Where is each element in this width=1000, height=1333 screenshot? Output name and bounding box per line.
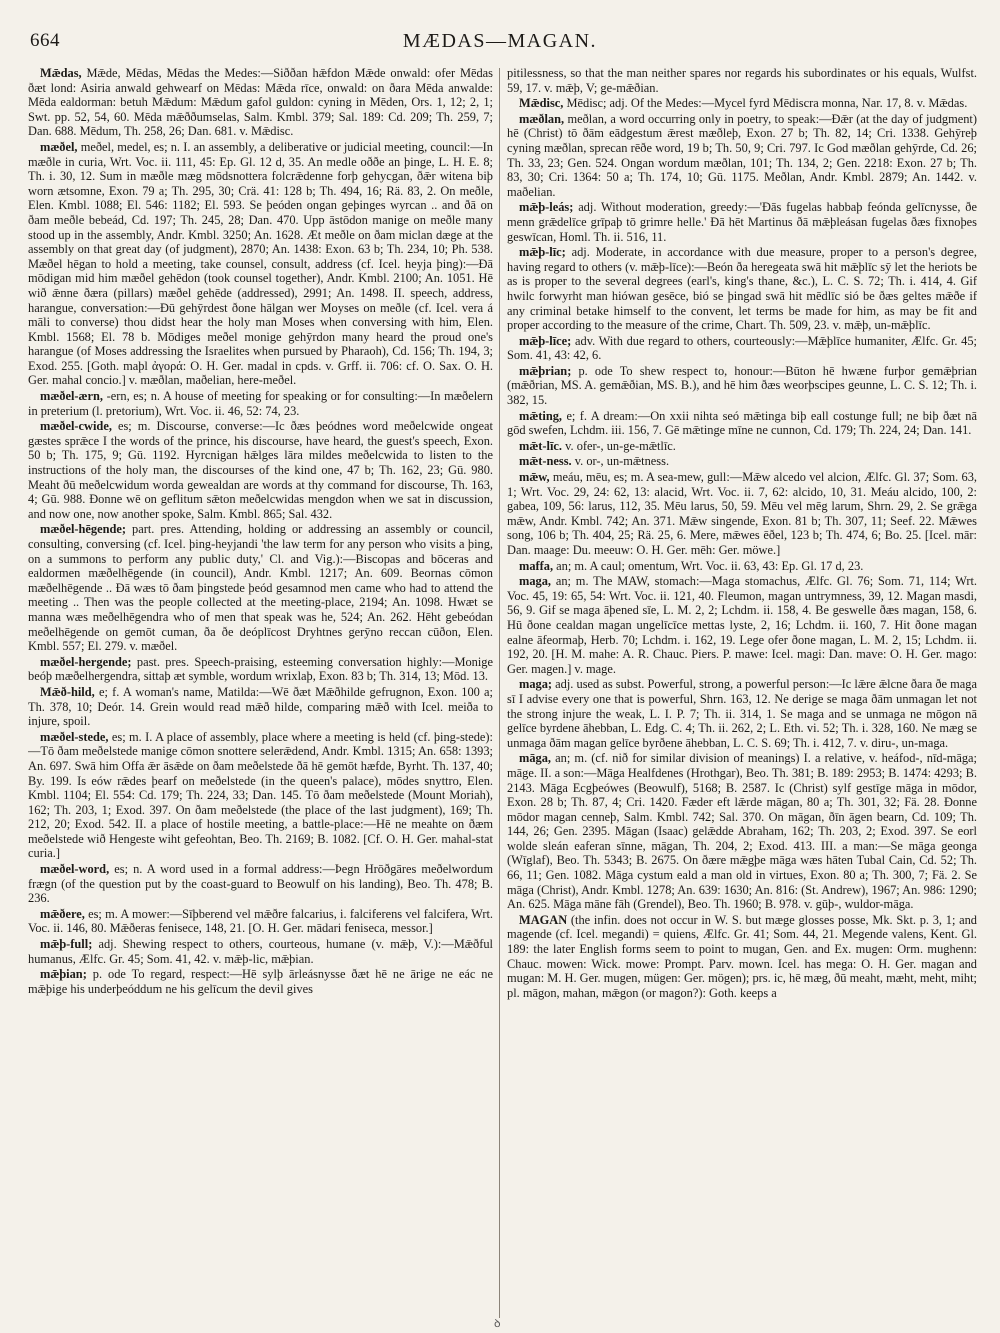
entry-headword: MAGAN	[519, 912, 568, 927]
dictionary-entry	[507, 66, 977, 95]
entry-headword: Mǣdisc,	[519, 96, 564, 111]
column-divider	[499, 68, 500, 1318]
entry-text: adj. used as subst. Powerful, strong, a powerful person:—Ic lǣre ǣlcne ðara ðe maga sī I advise every one that is powerful, Shrn. 163, 12. Ne derige se maga ðām unmagan let not the strong injure the weak, L. I. P. 7; Th. ii. 314, 1. Se maga and se unmaga ne mōgon nā gelīce byrdene āhebban, L. Edg. C. 4; Th. ii. 262, 2; L. Eth. vi. 52; Th. i. 328, 160. Ne mæg se unmaga ðām magan gelīce byrðene āhebban, L. C. S. 69; Th. i. 412, 7. v. diru-, un-maga.	[507, 677, 977, 750]
entry-text: es; m. I. A place of assembly, place where a meeting is held (cf. þing-stede):—Tō ðam meðelstede manige cōmon snottere selerǣdend, Andr. Kmbl. 1315; An. 658: 1393; An. 697. Swā him Offa ǣr āsǣde on ðam meðelstede ðā hē gemōt hæfde, Byrht. Th. 137, 40; By. 199. Is eów rǣdes þearf on meðelstede (in the queen's palace), mōdes snyttro, Elen. Kmbl. 1104; El. 554: Cd. 179; Th. 224, 33; Dan. 145. Tō ðam meðelstede (Mount Moriah), 162; Th. 203, 1; Exod. 397. On ðam meðelstede (the place of the last judgment), 169; Th. 212, 20; Exod. 542. II. a place of hostile meeting, a battle-place:—Hē ne meahte on ðæm meðelstede wið Hengeste wiht gefeohtan, Beo. Th. 2169; B. 1082. [Cf. O. H. Ger. mahal-stat curia.]	[28, 729, 493, 861]
entry-text: e; f. A dream:—On xxii nihta seó mǣtinga biþ eall costunge full; ne biþ ðæt nā gōd swefen, Lchdm. iii. 156, 7. Gē mǣtinge mīne ne cunnon, Cd. 179; Th. 224, 24; Dan. 141.	[507, 408, 977, 438]
dictionary-entry	[28, 862, 493, 906]
entry-headword: mæðel-stede,	[40, 729, 109, 744]
dictionary-entry	[28, 66, 493, 139]
entry-text: Mēdisc; adj. Of the Medes:—Mycel fyrd Mēdiscra monna, Nar. 17, 8. v. Mǣdas.	[566, 96, 968, 111]
entry-text: pitilessness, so that the man neither spares nor regards his subordinates or his equals, Wulfst. 59, 17. v. mǣþ, V; ge-mǣðian.	[507, 66, 977, 95]
left-column	[28, 66, 493, 1321]
dictionary-entry	[28, 685, 493, 729]
dictionary-entry	[28, 655, 493, 684]
dictionary-entry	[507, 751, 977, 912]
entry-headword: mæðel-cwide,	[40, 419, 112, 434]
dictionary-entry	[507, 364, 977, 408]
entry-text: p. ode To regard, respect:—Hē sylþ ārleásnysse ðæt hē ne ārige ne eác ne mǣþige his underþeóddum ne his gelīcum the devil gives	[28, 967, 493, 996]
dictionary-entry	[507, 574, 977, 676]
entry-headword: mǣþian;	[40, 967, 87, 982]
entry-headword: mæðel,	[40, 139, 78, 154]
entry-headword: mǣðere,	[40, 906, 85, 921]
dictionary-entry	[28, 522, 493, 653]
entry-headword: maga;	[519, 677, 553, 692]
dictionary-entry	[28, 140, 493, 388]
entry-headword: maffa,	[519, 558, 554, 573]
entry-headword: mǣþ-līce;	[519, 333, 572, 348]
entry-headword: mæðel-word,	[40, 862, 110, 877]
dictionary-entry	[28, 419, 493, 521]
dictionary-entry	[28, 907, 493, 936]
dictionary-entry	[507, 200, 977, 244]
entry-text: (the infin. does not occur in W. S. but mæge glosses posse, Mk. Skt. p. 3, 1; and magende (cf. Icel. megandi) = quiens, Ælfc. Gr. 41; Som. 44, 21. Megende valens, Kent. Gl. 189: the later English forms seem to point to mugan, Gen. and Ex. mugen: Orm. mughenn: Chauc. mowen: Wick. mowe: Prompt. Parv. mown. Icel. has mega: O. H. Ger. magan and mugan: M. H. Ger. mugen, mügen: Ger. mögen); prs. ic, hē mæg, ðū meaht, mæht, meht, miht; pl. māgon, mahan, mǣgon (or magon?): Goth. keeps a	[507, 912, 977, 1000]
entry-headword: mǣt-līc.	[519, 438, 563, 453]
entry-headword: mǣw,	[519, 470, 550, 485]
entry-headword: maga,	[519, 574, 552, 589]
entry-headword: mæðel-hergende;	[40, 654, 132, 669]
entry-text: meðel, medel, es; n. I. an assembly, a deliberative or judicial meeting, council:—In mæðle in curia, Wrt. Voc. ii. 111, 45: Ep. Gl. 12 d, 35. An medle oððe an þinge, L. H. E. 8; Th. i. 30, 12. Sum in mæðle mæg mōdsnottera folcrǣdenne forþ gehycgan, ðǣr witena biþ worn ætsomne, Exon. 79 a; Th. 295, 30; Crä. 41: 128 b; Th. 494, 16; Rä. 83, 2. On meðle, Elen. Kmbl. 1088; El. 546: 1182; El. 593. Se þeóden ongan geþinges wyrcan .. and ðā on ðam meðle bebeád, Cd. 197; Th. 245, 28; Dan. 470. Upp āstōdon manige on meðle many stood up in the assembly, Andr. Kmbl. 3250; An. 1628. Æt meðle on ðam miclan dæge at the assembly on that great day (of judgment), 2870; An. 1438: Exon. 63 b; Th. 234, 10; Ph. 538. Mæðel hēgan to hold a meeting, take counsel, consult, address (cf. Icel. heyja þing):—Ðā mōdigan mid him mæðel gehēdon (took counsel together), Andr. Kmbl. 2100; An. 1051. Hē wið ǣnne ðæra (pillars) mæðel gehēde (addressed), 2991; An. 1498. II. speech, address, harangue, conversation:—Ðū gehȳrdest ðone hālgan wer Moyses on meðle (cf. Icel. vera á māli to converse) thou didst hear the holy man Moses when conversing with him, Elen. Kmbl. 1568; El. 78 b. Mōdiges meðel monige gehȳrdon many heard the proud one's harangue (of Moses addressing the Israelites when pursued by Pharaoh), Cd. 156; Th. 194, 3; Exod. 255. [Goth. maþl ἀγορά: O. H. Ger. madal in cpds. v. Grff. ii. 706: cf. O. Sax. O. H. Ger. mahal concio.] v. mæðlan, maðelian, here-meðel.	[28, 139, 493, 388]
entry-text: Mǣde, Mēdas, Mēdas the Medes:—Siððan hǣfdon Mǣde onwald: ofer Mēdas ðæt lond: Asiria anwald gehwearf on Mēdas: Mǣda rīce, onwald: on ðara Mēda anwalde: Mēda ealdorman: betuh Mǣdum: Mǣdum gafol guldon: cyning in Mēden, Ors. 1, 12; 2, 1; Swt. pp. 52, 54, 60. Mēda mǣððumselas, Salm. Kmbl. 379; Sal. 189: Cd. 209; Th. 259, 7; Dan. 688. Mēdum, Th. 258, 26; Dan. 681. v. Mǣdisc.	[28, 66, 493, 139]
dictionary-entry	[507, 245, 977, 333]
entry-text: p. ode To shew respect to, honour:—Būton hē hwæne furþor gemǣþrian (mǣðrian, MS. A. gemǣðian, MS. B.), and hē him ðæs weorþscipes geunne, L. C. S. 12; Th. i. 382, 15.	[507, 363, 977, 408]
page-header	[30, 30, 970, 60]
entry-headword: mǣt-ness.	[519, 454, 572, 469]
entry-text: an; m. A caul; omentum, Wrt. Voc. ii. 63, 43: Ep. Gl. 17 d, 23.	[556, 558, 864, 573]
dictionary-entry	[507, 439, 977, 454]
entry-text: meðlan, a word occurring only in poetry, to speak:—Ðǣr (at the day of judgment) hē (Christ) tō ðām eādgestum ǣrest mæðleþ, Exon. 27 b; Th. 82, 14; Cri. 1338. Gehȳreþ cyning mæðlan, sprecan rēðe word, 19 b; Th. 50, 9; Cri. 797. Ic God mæðlan gehȳrde, Cd. 26; Th. 33, 23; Gen. 524. Ongan wordum mæðlan, 101; Th. 134, 2; Gen. 2218: Exon. 27 b; Th. 83, 30; Cri. 1364: 50 a; Th. 174, 10; Gū. 1175. Meðlan, Andr. Kmbl. 2879; An. 1442. v. maðelian.	[507, 111, 977, 199]
entry-text: es; m. Discourse, converse:—Ic ðæs þeódnes word meðelcwide ongeat gæstes sprǣce I the words of the prince, his discourse, have heard, the guest's speech, Exon. 50 b; Th. 175, 9; Gū. 1192. Hyrcnigan hǣlges lāra mildes meðelcwida to listen to the instructions of the holy man, the discourses of the kind one, 47 b; Th. 162, 23; Gū. 980. Meaht ðū meðelcwidum worda gewealdan are words at thy command for discourse, Th. 163, 4; Gū. 988. Ðonne wē on geflitum sǣton meðelcwidas mengdon when we sat in discussion, and now one, now another spoke, Salm. Kmbl. 865; Sal. 432.	[28, 419, 493, 521]
running-title: MÆDAS—MAGAN.	[402, 30, 598, 52]
dictionary-entry	[28, 389, 493, 418]
entry-headword: mæðel-ærn,	[40, 389, 103, 404]
entry-text: meáu, mēu, es; m. A sea-mew, gull:—Mǣw alcedo vel alcion, Ælfc. Gl. 37; Som. 63, 1; Wrt. Voc. 29, 24: 62, 13: alacid, Wrt. Voc. ii. 7, 62: alcido, 10, 31. Meáu alcido, 100, 2: gabea, 109, 56: larus, 112, 35. Mēu larus, 50, 59. Mēu vel mēg larum, Shrn. 29, 2. Se grǣga mǣw, Andr. Kmbl. 742; An. 371. Mǣw singende, Exon. 81 b; Th. 307, 11; Seef. 22. Mǣwes song, 106 b; Th. 404, 25; Rä. 25, 6. Mere, mǣwes ēðel, 123 b; Th. 474, 6; Bo. 25. [Icel. mār: Dan. maage: Du. meeuw: O. H. Ger. mēh: Ger. möwe.]	[507, 470, 977, 557]
entry-headword: mǣþ-līc;	[519, 245, 566, 260]
entry-text: adj. Moderate, in accordance with due measure, proper to a person's degree, having regard to others (v. mǣþ-līce):—Beón ða heregeata swā hit mǣþlīc sȳ let the heriots be as is proper to the several degrees (earl's, king's thane, &c.), L. C. S. 72; Th. i. 414, 4. Gif hwilc forwyrht man hiówan gesēce, bió se þingad swā hit mēdlīc sió be ðæs geltes mǣðe if any criminal betake himself to the convent, let terms be made for him, as may be fit and proper according to the measure of the crime, Chart. Th. 509, 23. v. mǣþ, un-mǣþlīc.	[507, 245, 977, 333]
entry-text: adj. Shewing respect to others, courteous, humane (v. mǣþ, V.):—Mǣðful humanus, Ælfc. Gr. 45; Som. 41, 42. v. mǣþ-lic, mǣþian.	[28, 937, 493, 966]
dictionary-entry	[507, 454, 977, 469]
entry-headword: mǣþ-leás;	[519, 200, 574, 215]
dictionary-entry	[28, 937, 493, 966]
dictionary-entry	[507, 96, 977, 111]
entry-text: an; m. The MAW, stomach:—Maga stomachus, Ælfc. Gl. 76; Som. 71, 114; Wrt. Voc. 45, 19: 65, 54: Wrt. Voc. ii. 121, 40. Fleumon, magan untrymness, 39, 12. Magan masdi, 56, 9. Gif se maga āþened sīe, L. M. 2, 2; Lchdm. ii. 158, 4. Be geswelle ðæs magan, 158, 6. Hū ðone cealdan magan ungelīcīce mettas lyste, 2, 16; Lchdm. ii. 160, 7. Hit ðone magan ealne āfeormaþ, Herb. 70; Lchdm. i. 162, 19. Lege ofer ðone magan, L. M. 2, 15; Lchdm. ii. 192, 20. [H. M. mahe: A. R. Chauc. Piers. P. mawe: Icel. magi: Dan. mave: O. H. Ger. mago: Ger. magen.] v. mage.	[507, 574, 977, 676]
entry-text: v. ofer-, un-ge-mǣtlīc.	[565, 438, 676, 453]
entry-headword: mæðel-hēgende;	[40, 522, 127, 537]
entry-text: past. pres. Speech-praising, esteeming conversation highly:—Monige beóþ mæðelhergendra, sittaþ æt symble, wordum wrixlaþ, Exon. 83 b; Th. 314, 13; Mōd. 13.	[28, 654, 493, 684]
entry-text: e; f. A woman's name, Matilda:—Wē ðæt Mǣðhilde gefrugnon, Exon. 100 a; Th. 378, 10; Deór. 14. Grein would read mǣð hilde, comparing mǣð with Icel. meiða to injure, spoil.	[28, 684, 493, 729]
entry-text: adv. With due regard to others, courteously:—Mǣþlīce humaniter, Ælfc. Gr. 45; Som. 41, 43: 42, 6.	[507, 333, 977, 363]
dictionary-entry	[28, 730, 493, 861]
dictionary-entry	[28, 967, 493, 996]
entry-headword: Mǣð-hild,	[40, 684, 95, 699]
dictionary-entry	[507, 677, 977, 750]
dictionary-entry	[507, 559, 977, 574]
page-number: 664	[30, 30, 60, 51]
footer-mark: ꝺ	[494, 1318, 501, 1330]
dictionary-entry	[507, 112, 977, 200]
entry-text: -ern, es; n. A house of meeting for speaking or for consulting:—In mæðelern in preterium (l. pretorium), Wrt. Voc. ii. 46, 52: 74, 23.	[28, 389, 493, 418]
dictionary-entry	[507, 470, 977, 558]
entry-headword: mǣþrian;	[519, 363, 572, 378]
dictionary-entry	[507, 409, 977, 438]
entry-text: es; m. A mower:—Sīþberend vel mǣðre falcarius, i. falciferens vel falcifera, Wrt. Voc. ii. 146, 80. Mǣðeras fenisece, 148, 21. [O. H. Ger. mādari feniseca, messor.]	[28, 906, 493, 936]
entry-text: es; n. A word used in a formal address:—Þegn Hrōðgāres meðelwordum frægn (of the question put by the coast-guard to Beowulf on his landing), Beo. Th. 478; B. 236.	[28, 862, 493, 906]
entry-text: v. or-, un-mǣtness.	[574, 454, 670, 469]
entry-headword: mǣþ-full;	[40, 937, 93, 952]
entry-headword: māga,	[519, 751, 552, 766]
dictionary-entry	[507, 913, 977, 1001]
entry-text: adj. Without moderation, greedy:—'Ðās fugelas habbaþ feónda gelīcnysse, ðe menn grǣdelīce grīpaþ tō grimre helle.' Ðā hēt Martinus ðā mǣþleásan fugelas ðæs fixnoþes geswīcan, Homl. Th. ii. 516, 11.	[507, 200, 977, 244]
dictionary-entry	[507, 334, 977, 363]
entry-text: an; m. (cf. nið for similar division of meanings) I. a relative, v. heáfod-, nīd-māga; māge. II. a son:—Māga Healfdenes (Hrothgar), Beo. Th. 381; B. 189: 2953; B. 1474: 4293; B. 2143. Māga Ecgþeówes (Beowulf), 5168; B. 2587. Ic (Christ) sylf gestīge māga in mōdor, Exon. 28 b; Th. 87, 4; Cri. 1420. Fæder eft lǣrde māgan, 80 a; Th. 301, 32; Fä. 28. Ðonne mōdor magan cenneþ, Salm. Kmbl. 742; Sal. 370. On māgan, ðīn āgen bearn, Cd. 109; Th. 144, 26; Gen. 2395. Māgan (Isaac) gelǣdde Abraham, 162; Th. 203, 2; Exod. 397. Se eorl wolde sleán eaferan sīnne, māgan, Th. 204, 2; Exod. 413. III. a man:—Se māga geonga (Wīglaf), Beo. Th. 5343; B. 2675. On ðære mǣgþe māga wæs hāten Tubal Cain, Cd. 52; Th. 66, 11; Gen. 1082. Māga cystum eald a man old in virtues, Exon. 80 a; Th. 300, 7; Fä. 2. Se māga (Christ), Andr. Kmbl. 1278; An. 639: 1630; An. 816: (St. Andrew), 1967; An. 986: 1290; An. 625. Māga māne fāh (Grendel), Beo. Th. 1960; B. 978. v. gūþ-, wuldor-māga.	[507, 751, 977, 912]
entry-text: part. pres. Attending, holding or addressing an assembly or council, consulting, conversing (cf. Icel. þing-heyjandi 'the law term for any person who visits a þing, on a summons to perform any public duty,' Cl. and Vig.):—Biscopas and bōceras and ealdormen mæðelhēgende (in council), Andr. Kmbl. 1217; An. 609. Beornas cōmon mæðelhēgende .. Ðā wæs tō ðam þingstede þeód gesamnod men came who had to attend the meeting .. Then was the people collected at the meeting-place, 2194; An. 1098. Hwæt se manna wæs meðelhēgendra who of men that speak was he, 524; An. 262. Hēht gebeódan meðelhēgende on gemōt cuman, ða ðe deóplīcost Dryhtnes gerȳno reccan cūðon, Elen. Kmbl. 557; El. 279. v. mæðel.	[28, 522, 493, 654]
entry-headword: mǣting,	[519, 408, 563, 423]
right-column	[507, 66, 977, 1321]
entry-headword: mæðlan,	[519, 111, 565, 126]
entry-headword: Mǣdas,	[40, 66, 82, 80]
